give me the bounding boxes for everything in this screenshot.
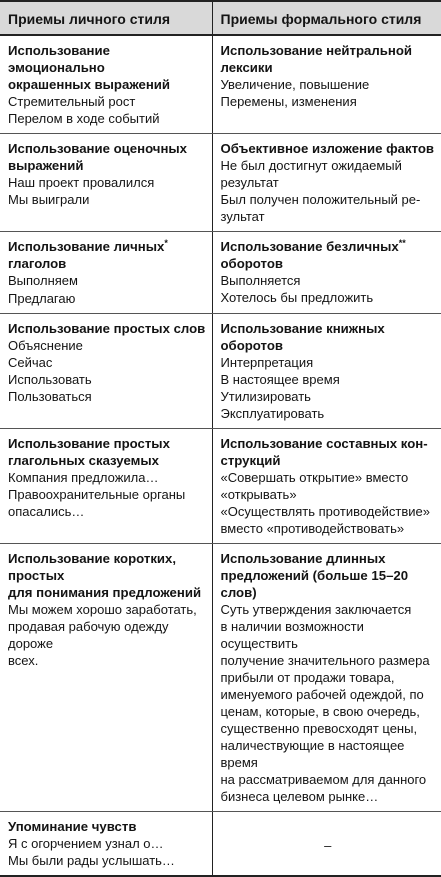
- personal-example: Мы можем хорошо заработать,: [8, 602, 197, 617]
- personal-example: опасались…: [8, 504, 85, 519]
- personal-heading-tail: глаголов: [8, 256, 67, 271]
- formal-cell: [212, 35, 441, 134]
- formal-heading: лексики: [220, 60, 273, 75]
- footnote-mark: *: [164, 238, 168, 248]
- formal-example: наличествующие в настоящее время: [220, 738, 405, 770]
- formal-example: бизнеса целевом рынке…: [220, 789, 379, 804]
- personal-example: Выполняем: [8, 273, 78, 288]
- formal-example: Хотелось бы предложить: [220, 290, 374, 305]
- personal-cell: [0, 812, 212, 877]
- table-row: [0, 429, 441, 544]
- formal-example: Эксплуатировать: [220, 406, 325, 421]
- formal-example: Был получен положительный ре-: [220, 192, 421, 207]
- personal-example: Мы были рады услышать…: [8, 853, 175, 868]
- formal-heading: предложений (больше 15–20 слов): [220, 568, 409, 600]
- formal-example: Не был достигнут ожидаемый: [220, 158, 402, 173]
- formal-example: получение значительного размера: [220, 653, 430, 668]
- formal-example: «Совершать открытие» вместо: [220, 470, 409, 485]
- personal-example: Сейчас: [8, 355, 53, 370]
- formal-example: «открывать»: [220, 487, 297, 502]
- table-row: [0, 314, 441, 429]
- header-personal-style: Приемы личного стиля: [0, 1, 212, 35]
- formal-heading: Использование нейтральной: [220, 43, 412, 58]
- personal-cell: [0, 314, 212, 429]
- personal-example: Правоохранительные органы: [8, 487, 186, 502]
- personal-example: Предлагаю: [8, 291, 76, 306]
- table-row: [0, 35, 441, 134]
- formal-heading: Использование составных кон-: [220, 436, 428, 451]
- personal-example: Использовать: [8, 372, 92, 387]
- personal-example: Пользоваться: [8, 389, 92, 404]
- formal-example: существенно превосходят цены,: [220, 721, 418, 736]
- personal-heading: для понимания предложений: [8, 585, 202, 600]
- personal-cell: [0, 544, 212, 812]
- formal-example: Увеличение, повышение: [220, 77, 370, 92]
- formal-heading: Объективное изложение фактов: [220, 141, 435, 156]
- formal-example: Перемены, изменения: [220, 94, 357, 109]
- table-row: [0, 812, 441, 877]
- personal-example: Перелом в ходе событий: [8, 111, 160, 126]
- personal-cell: [0, 429, 212, 544]
- formal-cell: [212, 544, 441, 812]
- table-row: [0, 232, 441, 314]
- personal-heading: Использование оценочных: [8, 141, 188, 156]
- personal-heading: Использование эмоционально: [8, 43, 110, 75]
- personal-heading: Упоминание чувств: [8, 819, 137, 834]
- formal-example: результат: [220, 175, 279, 190]
- personal-cell: [0, 134, 212, 232]
- personal-example: продавая рабочую одежду дороже: [8, 619, 169, 651]
- personal-heading: Использование простых: [8, 436, 170, 451]
- personal-example: Компания предложила…: [8, 470, 159, 485]
- personal-cell: [0, 232, 212, 314]
- formal-example: именуемого рабочей одеждой, по: [220, 687, 424, 702]
- personal-example: Мы выиграли: [8, 192, 90, 207]
- formal-example: ценам, которые, в свою очередь,: [220, 704, 420, 719]
- formal-heading-text: Использование безличных: [220, 239, 399, 254]
- table-row: [0, 544, 441, 812]
- table-header-row: [0, 1, 441, 35]
- formal-heading: Использование книжных оборотов: [220, 321, 385, 353]
- formal-cell: [212, 314, 441, 429]
- footnote-mark: **: [398, 238, 406, 248]
- formal-cell: [212, 232, 441, 314]
- formal-heading: [221, 238, 436, 255]
- personal-heading: глагольных сказуемых: [8, 453, 159, 468]
- personal-heading: окрашенных выражений: [8, 77, 171, 92]
- table-row: [0, 134, 441, 232]
- formal-heading: оборотов: [220, 256, 283, 271]
- formal-heading: струкций: [220, 453, 281, 468]
- personal-heading: Использование коротких, простых: [8, 551, 177, 583]
- formal-example: Выполняется: [220, 273, 301, 288]
- personal-cell: [0, 35, 212, 134]
- formal-example: В настоящее время: [220, 372, 340, 387]
- formal-cell: [212, 812, 441, 877]
- formal-example: прибыли от продажи товара,: [220, 670, 395, 685]
- formal-example: «Осуществлять противодействие»: [220, 504, 430, 519]
- formal-example: Утилизировать: [220, 389, 311, 404]
- personal-heading: выражений: [8, 158, 84, 173]
- formal-example: Суть утверждения заключается: [220, 602, 412, 617]
- personal-heading: Использование простых слов: [8, 321, 206, 336]
- formal-example: на рассматриваемом для данного: [220, 772, 427, 787]
- formal-cell: [212, 134, 441, 232]
- personal-example: Стремительный рост: [8, 94, 136, 109]
- empty-dash: –: [324, 838, 332, 853]
- formal-cell: [212, 429, 441, 544]
- personal-example: Наш проект провалился: [8, 175, 155, 190]
- formal-example: зультат: [220, 209, 265, 224]
- personal-example: всех.: [8, 653, 39, 668]
- formal-example: Интерпретация: [220, 355, 314, 370]
- formal-example: вместо «противодействовать»: [220, 521, 405, 536]
- header-formal-style: Приемы формального стиля: [212, 1, 441, 35]
- personal-heading: [8, 238, 206, 272]
- personal-example: Объяснение: [8, 338, 83, 353]
- personal-example: Я с огорчением узнал о…: [8, 836, 164, 851]
- formal-example: в наличии возможности осуществить: [220, 619, 364, 651]
- personal-heading-text: Использование личных: [8, 239, 165, 254]
- formal-heading: Использование длинных: [220, 551, 386, 566]
